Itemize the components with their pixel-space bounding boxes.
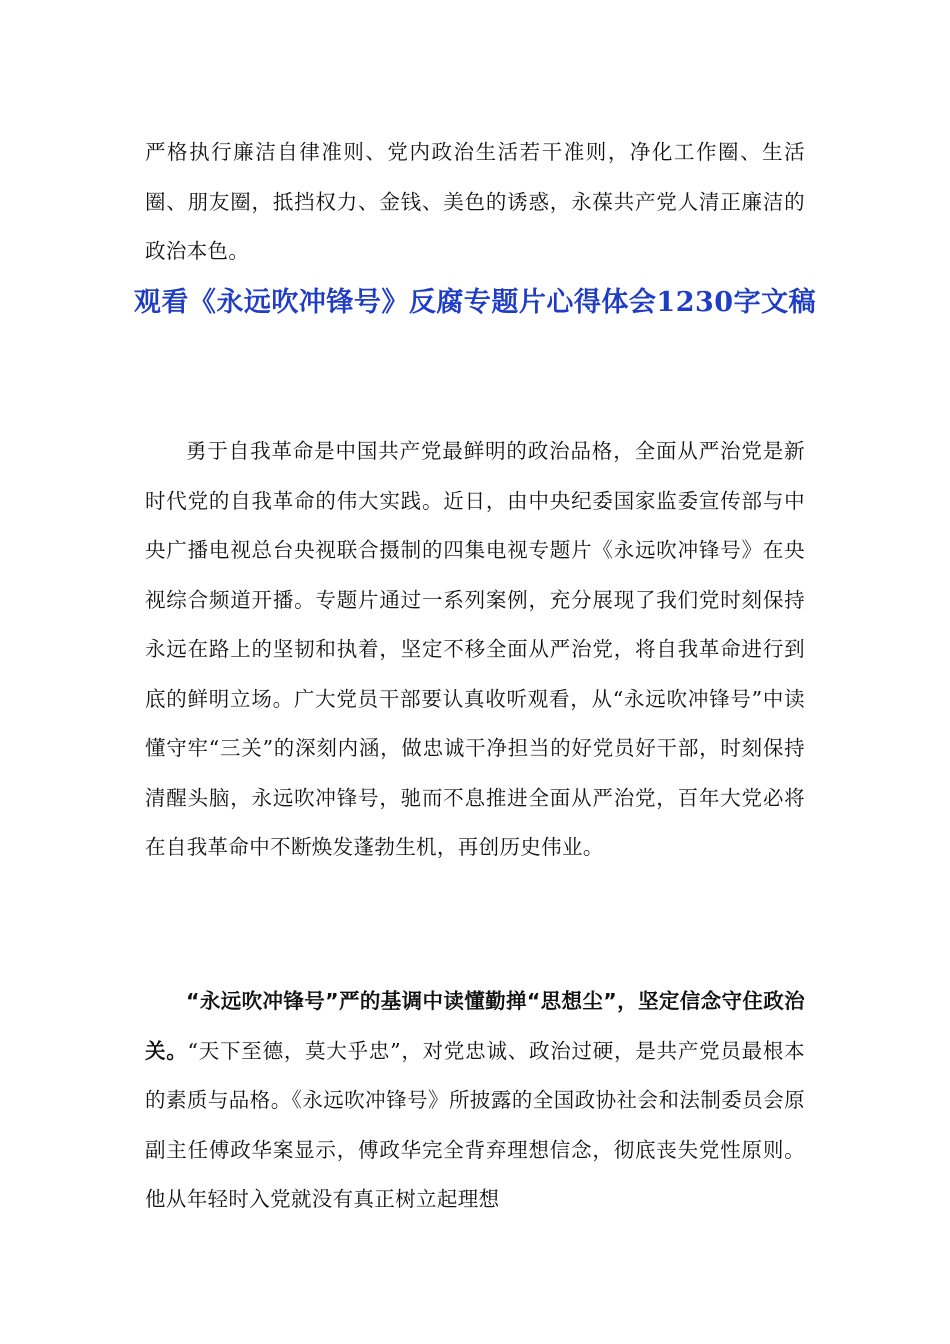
intro-paragraph: 勇于自我革命是中国共产党最鲜明的政治品格，全面从严治党是新时代党的自我革命的伟大实践。近日，由中央纪委国家监委宣传部与中央广播电视总台央视联合摄制的四集电视专题片《永远吹冲锋号》在央视综合频道开播。专题片通过一系列案例，充分展现了我们党时刻保持永远在路上的坚韧和执着，坚定不移全面从严治党，将自我革命进行到底的鲜明立场。广大党员干部要认真收听观看，从“永远吹冲锋号”中读懂守牢“三关”的深刻内涵，做忠诚干净担当的好党员好干部，时刻保持清醒头脑，永远吹冲锋号，驰而不息推进全面从严治党，百年大党必将在自我革命中不断焕发蓬勃生机，再创历史伟业。 — [145, 439, 805, 859]
section-one-lead: “永远吹冲锋号”严的基调中读懂勤掸“思想尘”，坚定信念守住政治关。 — [145, 989, 805, 1063]
document-title: 观看《永远吹冲锋号》反腐专题片心得体会1230字文稿 — [133, 287, 817, 318]
section-one-paragraph — [145, 977, 805, 1225]
carry-over-paragraph: 严格执行廉洁自律准则、党内政治生活若干准则，净化工作圈、生活圈、朋友圈，抵挡权力、金钱、美色的诱惑，永葆共产党人清正廉洁的政治本色。 — [145, 140, 805, 263]
section-one-body: “天下至德，莫大乎忠”，对党忠诚、政治过硬，是共产党员最根本的素质与品格。《永远吹冲锋号》所披露的全国政协社会和法制委员会原副主任傅政华案显示，傅政华完全背弃理想信念，彻底丧失党性原则。他从年轻时入党就没有真正树立起理想 — [145, 1038, 805, 1211]
